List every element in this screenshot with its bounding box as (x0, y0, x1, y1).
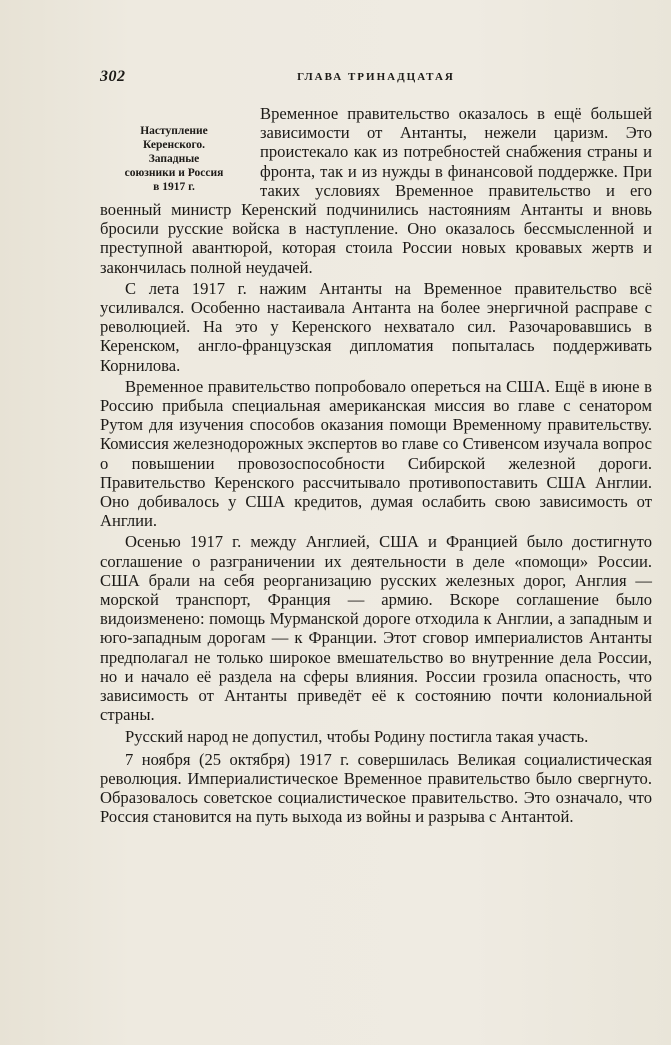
paragraph: Временное правительство оказалось в ещё большей зависимости от Антанты, нежели царизм. Это проистекало как из потребностей снабжения страны и фронта, так и из нужды в финансовой поддержке. При таких условиях Временное правительство и его военный министр Керенский подчинились настояниям Антанты и вновь бросили русские войска в наступление. Оно оказалось бессмысленной и преступной авантюрой, которая стоила России новых кровавых жертв и закончилась полной неудачей. (100, 104, 652, 277)
page-number: 302 (100, 68, 126, 85)
page-body (100, 104, 652, 827)
page-header (100, 68, 652, 88)
margin-note-line: Западные (148, 153, 200, 165)
margin-note-line: в 1917 г. (153, 181, 195, 193)
paragraph: Русский народ не допустил, чтобы Родину постигла такая участь. (125, 726, 589, 746)
paragraph: 7 ноября (25 октября) 1917 г. совершилась Великая социалистическая революция. Империалистическое Временное правительство было свергнуто. Образовалось советское социалистическое правительство. Это означало, что Россия становится на путь выхода из войны и разрыва с Антантой. (100, 749, 652, 827)
margin-note-line: Наступление (140, 125, 208, 137)
paragraph: С лета 1917 г. нажим Антанты на Временное правительство всё усиливался. Особенно настаивала Антанта на более энергичной расправе с революцией. На это у Керенского нехватало сил. Разочаровавшись в Керенском, англо-французская дипломатия попыталась поддерживать Корнилова. (100, 278, 652, 375)
paragraph: Временное правительство попробовало опереться на США. Ещё в июне в Россию прибыла специальная американская миссия во главе с сенатором Рутом для изучения способов оказания помощи Временному правительству. Комиссия железнодорожных экспертов во главе со Стивенсом изучала вопрос о повышении провозоспособности Сибирской железной дороги. Правительство Керенского рассчитывало противопоставить США Англии. Оно добивалось у США кредитов, думая ослабить свою зависимость от Англии. (100, 376, 652, 531)
margin-note-line: Керенского. (142, 139, 206, 151)
margin-note (100, 124, 248, 194)
margin-note-line: союзники и Россия (124, 167, 224, 179)
paragraph: Осенью 1917 г. между Англией, США и Францией было достигнуто соглашение о разграничении их деятельности в деле «помощи» России. США брали на себя реорганизацию русских железных дорог, Англия — морской транспорт, Франция — армию. Вскоре соглашение было видоизменено: помощь Мурманской дороге отходила к Англии, а западным и юго-западным дорогам — к Франции. Этот сговор империалистов Антанты предполагал не только широкое вмешательство во внутренние дела России, но и начало её раздела на сферы влияния. России грозила опасность, что зависимость от Антанты приведёт её к состоянию почти колониальной страны. (100, 532, 652, 725)
running-head: ГЛАВА ТРИНАДЦАТАЯ (297, 71, 455, 83)
